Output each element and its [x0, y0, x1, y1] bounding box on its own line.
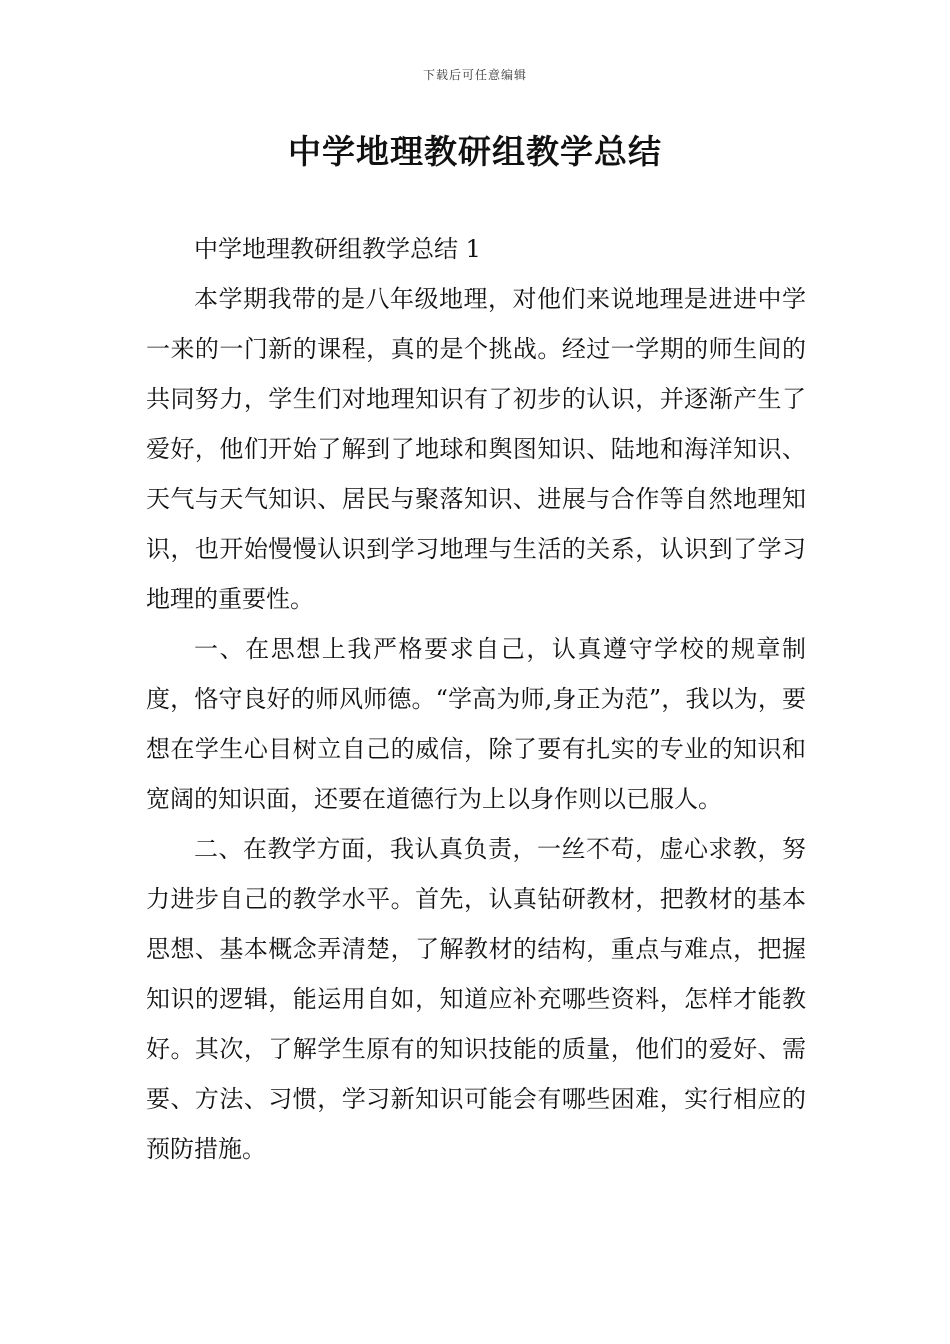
- header-note: 下载后可任意编辑: [422, 68, 527, 82]
- section-subtitle: 中学地理教研组教学总结 1: [194, 235, 481, 263]
- paragraph-intro: 本学期我带的是八年级地理，对他们来说地理是进进中学一来的一门新的课程，真的是个挑战。经过一学期的师生间的共同努力，学生们对地理知识有了初步的认识，并逐渐产生了爱好，他们开始了解到了地球和舆图知识、陆地和海洋知识、天气与天气知识、居民与聚落知识、进展与合作等自然地理知识，也开始慢慢认识到学习地理与生活的关系，认识到了学习地理的重要性。: [146, 285, 806, 613]
- document-title: 中学地理教研组教学总结: [288, 132, 662, 171]
- paragraph-section-two: 二、在教学方面，我认真负责，一丝不苟，虚心求教，努力进步自己的教学水平。首先，认真钻研教材，把教材的基本思想、基本概念弄清楚，了解教材的结构，重点与难点，把握知识的逻辑，能运用自如，知道应补充哪些资料，怎样才能教好。其次，了解学生原有的知识技能的质量，他们的爱好、需要、方法、习惯，学习新知识可能会有哪些困难，实行相应的预防措施。: [146, 835, 806, 1163]
- paragraph-section-one: 一、在思想上我严格要求自己，认真遵守学校的规章制度，恪守良好的师风师德。“学高为师,身正为范”，我以为，要想在学生心目树立自己的威信，除了要有扎实的专业的知识和宽阔的知识面，还要在道德行为上以身作则以已服人。: [146, 635, 806, 813]
- document-body: [146, 224, 806, 1174]
